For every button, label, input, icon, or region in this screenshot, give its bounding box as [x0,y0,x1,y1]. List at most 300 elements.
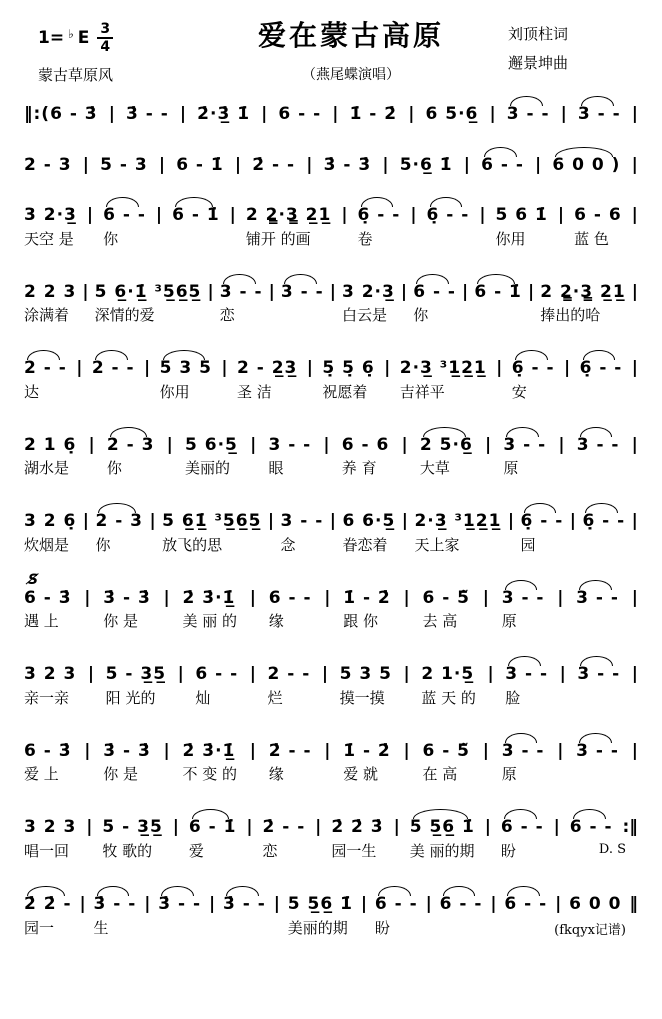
notation-text: 6 - 6 [341,434,390,455]
notation-text: 2̇ 2̇ - [24,894,72,915]
lyric-text: 缘 [268,765,284,784]
notation-text: 2 2̳·3̳ 2̲1̲ [540,281,626,302]
measure [162,512,261,554]
barline: | [332,104,339,124]
lyric-text: 深情的爱 [94,306,155,325]
barline: | [249,587,256,608]
score-line [24,95,638,125]
measure [421,665,476,707]
barline: | [84,587,91,608]
barline: | [425,894,432,915]
notation-text: 6 - - [481,154,524,175]
notation-text: 3 - - [577,664,621,685]
measure [195,665,238,707]
barline: | [401,511,408,532]
notation-text: 6 - - [268,587,312,608]
barline: | [246,817,253,838]
lyric-text: 唱一回 [24,842,70,861]
barline: | [261,104,268,124]
barline: | [267,511,275,532]
notation-text: 6 - - [413,281,456,302]
notation-text: 6 - 6 [574,205,622,226]
barline: | [479,205,486,226]
notation-text: 2 - - [267,664,311,685]
measure [103,206,146,248]
notation-text: 3 2 3 [24,664,77,685]
notation-text: 6̣ - - [579,358,623,379]
measure [474,283,522,303]
measure [496,206,548,248]
notation-text: 3 2·3̲ [341,281,395,302]
measure [24,818,76,860]
barline: | [559,664,566,685]
measure [183,742,238,784]
lyric-text: 达 [24,382,40,401]
measure [582,512,625,532]
lyric-text: 眼 [268,459,284,478]
barline: | [82,511,89,532]
measure-row [24,885,638,937]
barline: | [403,740,410,761]
barline: | [535,154,542,175]
notation-text: 2 - 3 [24,154,72,175]
measure [24,359,67,401]
song-title: 爱在蒙古高原 [257,19,444,52]
measure [189,818,237,860]
notation-text: 6 - - [374,894,418,915]
notation-text: 5 5̲6̲ 1̇ [287,894,353,915]
notation-text: 6 - - [504,894,548,915]
barline: | [76,358,83,379]
notation-text: 3 2 6̣ [24,511,77,532]
measure [481,156,524,176]
measure [322,359,374,401]
measure [252,156,295,176]
measure [160,359,212,401]
notation-text: 1̇ - 2̇ [343,740,391,761]
notation-text: 2 - - [91,358,135,379]
measure-row [24,95,638,125]
measure [102,818,162,860]
measure [512,359,555,401]
lyric-text: 在 高 [422,765,458,784]
barline: | [382,154,389,175]
measure-row [24,808,638,860]
lyricist-credit: 刘顶柱词 [508,25,569,43]
notation-text: 5 6̲1̲̇ ³5̲6̲5̲ [162,511,262,532]
measure [502,589,545,631]
notation-text: 6 - - [569,817,613,838]
notation-text: 2·3̲ ³1̲2̲1̲ [414,511,502,532]
measure [24,589,72,631]
notation-text: 3̇ - 3̇ [103,587,151,608]
lyric-text: 遇 上 [24,612,59,631]
measure [107,436,155,478]
notation-text: 2 1 6̣ [24,434,77,455]
measure [269,742,312,784]
barline: | [324,740,331,761]
barline: | [631,740,638,761]
notation-text: 6 - 1̇ [172,205,220,226]
score-container [24,95,638,937]
barline: | [84,740,91,761]
lyric-text: 美 丽 的 [182,612,238,631]
barline: | [221,358,228,379]
notation-text: 6̣ - - [426,205,470,226]
lyric-text: 天上家 [414,535,460,554]
lyric-text: 缘 [268,612,284,631]
lyric-text: 原 [501,612,517,631]
score-line [24,146,638,176]
measure [342,512,395,554]
lyric-text: 盼 [500,842,516,861]
barline: | [507,511,515,532]
measure [343,742,391,784]
score-line [24,808,638,860]
notation-text: 3 - - [280,281,324,302]
lyric-text: 你 [106,459,122,478]
notation-text: 2 - 3 [95,511,144,532]
measure [95,512,143,554]
barline: | [631,281,638,302]
notation-text: 6 - - [103,205,146,226]
lyric-text: 你 是 [103,765,139,784]
barline: | [249,664,256,685]
barline: | [323,434,330,455]
lyric-text: 念 [280,535,296,554]
barline: | [631,104,638,124]
measure [400,156,453,176]
measure [106,665,166,707]
notation-text: 6̣ - - [511,358,555,379]
notation-text: 3 - - [577,104,621,124]
score-line [24,885,638,937]
lyric-text: 摸一摸 [339,688,385,707]
notation-text: 6 - - [195,664,239,685]
barline: | [463,154,470,175]
measure [422,589,470,631]
barline: | [569,511,576,532]
barline: | [527,281,535,302]
notation-text: 2 2̳·3̳ 2̲1̲ [245,205,332,226]
measure [24,742,72,784]
notation-text: 3 - - [505,664,548,685]
transcriber-credit: (fkqyx记谱) [554,923,626,939]
barline: | [268,281,275,302]
notation-text: 2·3̲ ³1̲2̲1̲ [399,358,487,379]
title-block [194,14,508,84]
notation-text: 6 - 1̇ [176,154,224,175]
lyric-text: 灿 [195,688,211,707]
notation-text: 2̇ - - [252,154,296,175]
lyric-text: 养 育 [341,459,377,478]
meter-fraction [97,22,113,54]
barline: | [86,205,94,226]
notation-text: 6 - 3̇ [24,740,72,761]
measure [24,895,72,937]
notation-text: 6 0 0 ) [552,154,621,175]
notation-text: 1̇ - 2̇ [343,587,391,608]
lyric-text: 圣 洁 [236,382,272,401]
measure [324,156,372,176]
measure [420,436,473,478]
composer-credit: 邂景坤曲 [508,53,569,72]
notation-text: 6 - - [278,104,322,124]
measure [103,589,151,631]
barline: | [79,894,86,915]
notation-text: 3 - - [219,281,263,302]
barline: | [489,104,496,124]
measure-row [24,273,638,325]
barline: | [631,434,638,455]
barline: | [410,205,417,226]
notation-text: 3 - - [268,434,312,455]
measure [94,895,137,937]
measure [268,665,311,707]
measure-row [24,146,638,176]
style-label: 蒙古草原风 [38,66,114,84]
measure [24,156,72,176]
notation-text: 3 - - [506,104,550,124]
notation-text: 3 2 3 [24,817,77,838]
lyric-text: 恋 [262,842,278,861]
measure-row [24,579,638,631]
measure [24,105,98,125]
lyric-text: 盼 [374,918,390,937]
notation-text: 5·6̲ 1̇ [399,154,453,175]
notation-text: 5 3 5 [339,664,392,685]
lyric-text: 你用 [495,229,526,248]
measure [427,206,470,226]
notation-text: 5 3 5 [159,358,212,379]
barline: | [553,817,560,838]
notation-text: 3̇ - - [223,894,266,915]
barline: | [401,434,408,455]
lyric-text: 园 [520,535,536,554]
lyric-text: 祝愿着 [322,382,368,401]
measure [237,359,297,401]
measure [158,895,201,915]
barline: | [555,894,562,915]
meter-numerator: 3 [97,22,113,39]
measure [246,206,331,248]
measure [268,436,311,478]
score-line [24,502,638,554]
lyric-text: 园一生 [331,842,377,861]
barline: | [234,154,242,175]
notation-text: 3̇ - - [126,104,169,124]
barline: | [250,434,257,455]
barline: | [329,511,336,532]
lyric-text: 你 [413,306,429,325]
barline: | [82,281,89,302]
measure [340,665,392,707]
barline: | [163,740,170,761]
score-line [24,196,638,248]
lyric-text: 涂满着 [24,306,70,325]
barline: | [462,281,469,302]
measure [502,742,545,784]
measure [220,283,263,325]
barline: | [403,664,410,685]
ending-barline: :‖ [622,817,638,838]
measure [540,283,625,325]
measure [24,283,76,325]
barline: | [393,817,400,838]
measure [504,895,547,915]
barline: | [86,817,93,838]
barline: | [306,154,313,175]
lyric-text: 恋 [219,306,235,325]
notation-text: 2̇ 3̇·1̲̇ [182,740,236,761]
measure [176,156,224,176]
barline: | [360,894,368,915]
lyric-text: 放飞的思 [162,535,223,554]
credits [508,14,638,77]
measure [350,105,398,125]
lyric-text: 阳 光的 [105,688,156,707]
barline: | [172,817,179,838]
measure [574,206,622,248]
barline: | [144,358,151,379]
barline: | [631,587,638,608]
barline: | [403,587,410,608]
notation-text: 6 - 3̇ [24,587,72,608]
measure [507,105,550,125]
measure [410,818,475,860]
lyric-text: 美 丽的期 [409,842,475,861]
barline: | [490,894,497,915]
barline: | [557,587,564,608]
notation-text: 3̇ - 3̇ [323,154,372,175]
measure [358,206,401,248]
measure [580,359,623,379]
barline: | [166,434,173,455]
score-line [24,732,638,784]
flat-sign: ♭ [68,27,74,41]
measure [426,105,479,125]
barline: | [306,358,313,379]
lyric-text: 卷 [357,229,373,248]
measure [505,665,548,707]
lyric-text: 天空 是 [24,229,74,248]
barline: | [384,358,391,379]
measure-row [24,426,638,478]
measure [278,105,321,125]
notation-text: 5 6̲·1̲̇ ³5̲6̲5̲ [94,281,202,302]
barline: | [400,281,408,302]
lyric-text: 铺开 的画 [245,229,311,248]
barline: | [341,205,348,226]
lyric-text: 不 变 的 [182,765,238,784]
barline: | [87,664,95,685]
barline: | [321,664,329,685]
barline: | [149,511,156,532]
lyric-text: 美丽的 [185,459,231,478]
notation-text: 2̇ - - [268,740,312,761]
notation-text: 6 - 1̇ [188,817,237,838]
notation-text: 3 - - [501,587,545,608]
measure [24,512,76,554]
notation-text: 6̣ - - [582,511,626,532]
notation-text: 2 - 3 [106,434,155,455]
score-line [24,571,638,631]
notation-text: 6 - 1̇ [474,281,522,302]
barline: | [207,281,214,302]
notation-text: 2 2 3 [24,281,77,302]
lyric-text: 吉祥平 [399,382,445,401]
lyric-text: 脸 [505,688,521,707]
measure [100,156,148,176]
barline: | [557,740,564,761]
measure [414,512,501,554]
lyric-text: 去 高 [422,612,458,631]
notation-text: 3 2·3̲ [24,205,77,226]
measure [521,512,564,554]
notation-text: 2̇ - - [262,817,306,838]
lyric-text: 跟 你 [343,612,378,631]
notation-text: 6̣ - - [357,205,401,226]
notation-text: 2̇ 2̇ 3̇ [331,817,384,838]
barline: | [177,664,184,685]
lyric-text: 原 [503,459,519,478]
barline: | [249,740,256,761]
measure [400,359,487,401]
measure [577,436,620,456]
lyric-text: 蓝 色 [574,229,609,248]
performer-subtitle: （燕尾蝶演唱） [302,67,400,83]
barline: | [631,154,638,175]
barline: | [496,358,503,379]
meter-denominator: 4 [100,39,111,55]
measure [126,105,169,125]
key-signature-block [24,14,194,85]
measure-row [24,349,638,401]
ds-marking: D. S [598,842,626,858]
notation-text: 5 - 3̲5̲ [105,664,167,685]
notation-text: 1̇ - 2̇ [349,104,398,124]
key-prefix: 1= [38,28,65,48]
score-line [24,273,638,325]
measure [440,895,483,915]
measure [577,665,620,685]
measure [576,742,619,762]
barline: | [484,434,492,455]
lyric-text: 原 [501,765,517,784]
notation-text: 2 1·5̲ [421,664,475,685]
lyric-text: 生 [93,918,109,937]
notation-text: 3̇ - 3̇ [103,740,151,761]
lyric-text: 你用 [159,382,190,401]
ending-barline: ‖ [629,894,638,915]
notation-text: 3 - - [576,587,619,608]
measure [95,283,202,325]
key-signature [38,22,194,54]
score-line [24,426,638,478]
measure-row [24,655,638,707]
measure [331,818,383,860]
notation-text: ‖:(6 - 3̇ [24,104,98,124]
measure-row [24,732,638,784]
notation-text: 2̇ 3̇·1̲̇ [182,587,236,608]
notation-text: 2 - - [24,358,67,379]
barline: | [558,434,565,455]
notation-text: 3 - - [503,434,547,455]
barline: | [631,358,638,379]
lyric-text: 园一 [24,918,55,937]
notation-text: 5 - 3̲5̲ [102,817,163,838]
lyric-text: 你 [95,535,111,554]
